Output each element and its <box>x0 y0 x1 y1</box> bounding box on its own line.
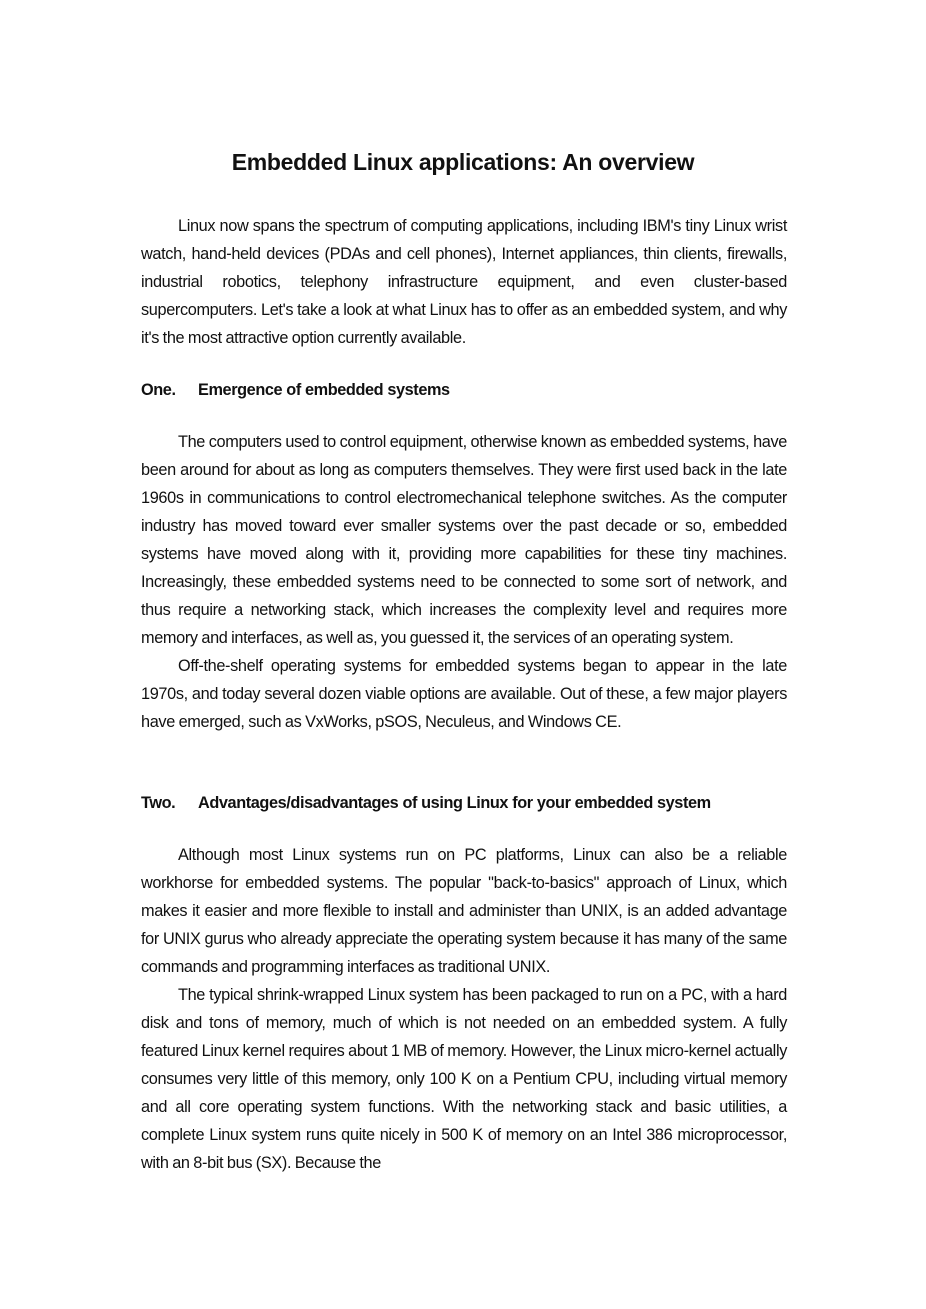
section-title: Advantages/disadvantages of using Linux for your embedded system <box>198 794 711 812</box>
section-title: Emergence of embedded systems <box>198 381 450 399</box>
section-heading-two <box>141 789 841 817</box>
section-one-body <box>141 428 787 736</box>
section-two-body <box>141 841 787 1177</box>
intro-paragraph: Linux now spans the spectrum of computing applications, including IBM's tiny Linux wrist watch, hand-held devices (PDAs and cell phones), Internet appliances, thin clients, firewalls, industrial robotics, telephony infrastructure equipment, and even cluster-based supercomputers. Let's take a look at what Linux has to offer as an embedded system, and why it's the most attractive option currently available. <box>141 217 787 347</box>
body-paragraph: Although most Linux systems run on PC platforms, Linux can also be a reliable workhorse for embedded systems. The popular "back-to-basics" approach of Linux, which makes it easier and more flexible to install and administer than UNIX, is an added advantage for UNIX gurus who already appreciate the operating system because it has many of the same commands and programming interfaces as traditional UNIX. <box>141 846 787 976</box>
section-number: One. <box>141 381 176 399</box>
body-paragraph: The computers used to control equipment, otherwise known as embedded systems, have been around for about as long as computers themselves. They were first used back in the late 1960s in communications to control electromechanical telephone switches. As the computer industry has moved toward ever smaller systems over the past decade or so, embedded systems have moved along with it, providing more capabilities for these tiny machines. Increasingly, these embedded systems need to be connected to some sort of network, and thus require a networking stack, which increases the complexity level and requires more memory and interfaces, as well as, you guessed it, the services of an operating system. <box>141 433 787 647</box>
body-paragraph: Off-the-shelf operating systems for embedded systems began to appear in the late 1970s, and today several dozen viable options are available. Out of these, a few major players have emerged, such as VxWorks, pSOS, Neculeus, and Windows CE. <box>141 657 787 731</box>
section-heading-one <box>141 376 841 404</box>
intro-paragraph-block <box>141 212 787 352</box>
body-paragraph: The typical shrink-wrapped Linux system has been packaged to run on a PC, with a hard disk and tons of memory, much of which is not needed on an embedded system. A fully featured Linux kernel requires about 1 MB of memory. However, the Linux micro-kernel actually consumes very little of this memory, only 100 K on a Pentium CPU, including virtual memory and all core operating system functions. With the networking stack and basic utilities, a complete Linux system runs quite nicely in 500 K of memory on an Intel 386 microprocessor, with an 8-bit bus (SX). Because the <box>141 986 787 1172</box>
page-title: Embedded Linux applications: An overview <box>231 149 695 175</box>
section-number: Two. <box>141 794 176 812</box>
